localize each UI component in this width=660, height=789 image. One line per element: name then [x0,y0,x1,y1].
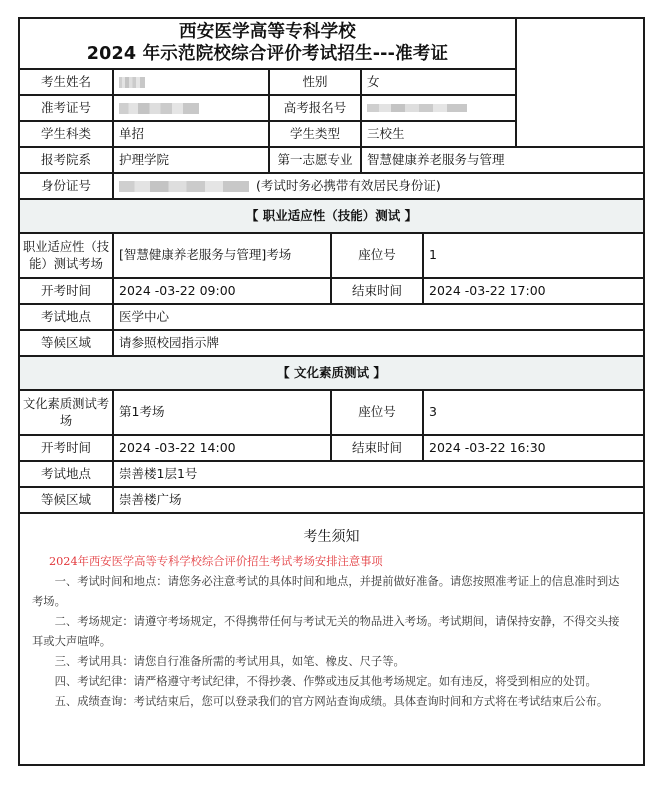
culture-seat-label: 座位号 [330,389,424,436]
skills-waiting-value: 请参照校园指示牌 [112,329,645,357]
culture-waiting-value: 崇善楼广场 [112,486,645,514]
culture-end-label: 结束时间 [330,434,424,462]
notice-title: 考生须知 [303,529,360,545]
category-value: 单招 [112,120,270,148]
major-label: 第一志愿专业 [268,146,362,174]
notice-heading: 2024年西安医学高等专科学校综合评价招生考试考场安排注意事项 [48,555,383,568]
skills-start-label: 开考时间 [18,277,114,305]
school-name: 西安医学高等专科学校 [179,21,356,42]
gaokao-label: 高考报名号 [268,94,362,122]
skills-start-value: 2024 -03-22 09:00 [112,277,332,305]
culture-room-label: 文化素质测试考场 [18,389,114,436]
gender-label: 性别 [268,68,362,96]
id-note: (考试时务必携带有效居民身份证) [256,177,441,193]
id-label: 身份证号 [18,172,114,200]
dept-label: 报考院系 [18,146,114,174]
culture-seat-value: 3 [422,389,645,436]
type-value: 三校生 [360,120,517,148]
notice-item: 三、考试用具：请您自行准备所需的考试用具，如笔、橡皮、尺子等。 [54,655,405,668]
skills-room-value: [智慧健康养老服务与管理]考场 [112,232,332,279]
section-title-skills: 【 职业适应性（技能）测试 】 [18,198,645,234]
gender-value: 女 [360,68,517,96]
notice-item: 一、考试时间和地点：请您务必注意考试的具体时间和地点，并提前做好准备。请您按照准考证上的信息准时到达考场。 [32,575,620,608]
ticket-value [112,94,270,122]
type-label: 学生类型 [268,120,362,148]
culture-location-label: 考试地点 [18,460,114,488]
culture-waiting-label: 等候区域 [18,486,114,514]
redacted-id [119,181,249,192]
skills-end-label: 结束时间 [330,277,424,305]
notice-item: 四、考试纪律：请严格遵守考试纪律，不得抄袭、作弊或违反其他考场规定。如有违反，将受到相应的处罚。 [54,675,597,688]
skills-room-label: 职业适应性（技能）测试考场 [18,232,114,279]
category-label: 学生科类 [18,120,114,148]
gaokao-value [360,94,517,122]
redacted-gaokao [367,104,467,112]
section-title-culture: 【 文化素质测试 】 [18,355,645,391]
name-label: 考生姓名 [18,68,114,96]
culture-start-value: 2024 -03-22 14:00 [112,434,332,462]
name-value [112,68,270,96]
major-value: 智慧健康养老服务与管理 [360,146,645,174]
culture-room-value: 第1考场 [112,389,332,436]
redacted-ticket [119,103,199,114]
redacted-name [119,77,145,88]
notice-body [32,552,629,712]
ticket-label: 准考证号 [18,94,114,122]
skills-waiting-label: 等候区域 [18,329,114,357]
skills-location-label: 考试地点 [18,303,114,331]
notice-item: 五、成绩查询：考试结束后，您可以登录我们的官方网站查询成绩。具体查询时间和方式将在考试结束后公布。 [54,695,609,708]
admit-card-title [18,17,517,70]
skills-end-value: 2024 -03-22 17:00 [422,277,645,305]
card-subtitle: 2024 年示范院校综合评价考试招生---准考证 [86,43,449,64]
dept-value: 护理学院 [112,146,270,174]
skills-seat-label: 座位号 [330,232,424,279]
skills-location-value: 医学中心 [112,303,645,331]
skills-seat-value: 1 [422,232,645,279]
culture-start-label: 开考时间 [18,434,114,462]
culture-end-value: 2024 -03-22 16:30 [422,434,645,462]
notice-item: 二、考场规定：请遵守考场规定，不得携带任何与考试无关的物品进入考场。考试期间，请保持安静，不得交头接耳或大声喧哗。 [32,615,620,648]
culture-location-value: 崇善楼1层1号 [112,460,645,488]
id-value [112,172,645,200]
exam-notice [18,512,645,766]
